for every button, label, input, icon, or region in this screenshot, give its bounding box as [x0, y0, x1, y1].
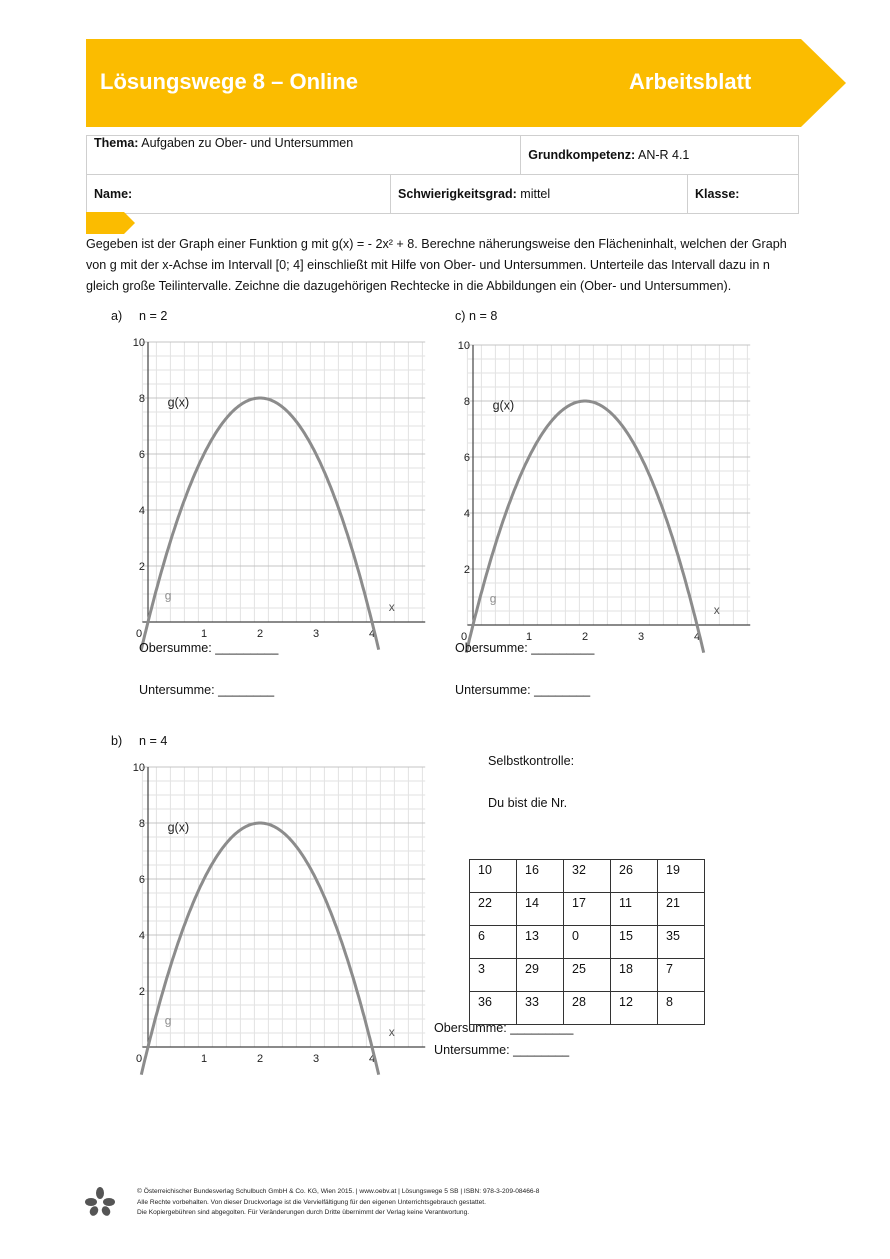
table-cell: 18: [611, 959, 658, 992]
x-tick-label: 4: [694, 631, 701, 643]
table-cell: 21: [658, 893, 705, 926]
task-text: [86, 234, 806, 297]
graph-b: [134, 753, 426, 1071]
table-cell: 36: [470, 992, 517, 1025]
kompetenz-cell: [521, 136, 799, 175]
table-cell: 3: [470, 959, 517, 992]
table-cell: 33: [517, 992, 564, 1025]
schwierigkeit-label: Schwierigkeitsgrad:: [398, 187, 517, 201]
schwierigkeit-cell: [391, 175, 688, 214]
table-cell: 6: [470, 926, 517, 959]
x-tick-label: 2: [257, 1053, 264, 1065]
table-cell: 19: [658, 860, 705, 893]
x-tick-label: 4: [369, 1053, 376, 1065]
x-tick-label: 3: [638, 631, 645, 643]
kompetenz-value: AN-R 4.1: [637, 148, 690, 162]
curve-label: g(x): [167, 395, 190, 410]
klasse-cell: [688, 175, 799, 214]
kompetenz-label: Grundkompetenz:: [528, 148, 636, 162]
table-cell: 28: [564, 992, 611, 1025]
part-b-letter: b): [111, 734, 123, 748]
y-tick-label: 8: [138, 393, 145, 405]
selbstkontrolle-table: [469, 859, 705, 1025]
table-cell: 12: [611, 992, 658, 1025]
table-cell: 29: [517, 959, 564, 992]
table-cell: 0: [564, 926, 611, 959]
curve-name-label: g: [164, 1013, 172, 1028]
header-banner: [86, 39, 846, 127]
table-row: [470, 959, 705, 992]
task-line-3: gleich große Teilintervalle. Zeichne die dazugehörigen Rechtecke in die Abbildungen ein (Ober- und Untersummen).: [86, 279, 732, 293]
curve-name-label: g: [489, 591, 497, 606]
part-c-label: c) n = 8: [455, 309, 498, 323]
table-cell: 17: [564, 893, 611, 926]
y-tick-label: 6: [463, 452, 470, 464]
untersumme-b[interactable]: Untersumme: ________: [434, 1043, 570, 1057]
footer: [137, 1187, 539, 1219]
x-axis-label: x: [388, 1024, 395, 1039]
banner-doc-type: Arbeitsblatt: [629, 69, 752, 94]
x-tick-label: 1: [201, 1053, 208, 1065]
publisher-logo-icon: [84, 1186, 116, 1218]
table-row: [470, 860, 705, 893]
section-arrow: [86, 212, 136, 234]
y-tick-label: 2: [138, 986, 145, 998]
x-axis-label: x: [713, 602, 720, 617]
x-tick-label: 0: [461, 631, 468, 643]
obersumme-a[interactable]: Obersumme: _________: [139, 641, 279, 655]
x-tick-label: 1: [201, 628, 208, 640]
table-cell: 16: [517, 860, 564, 893]
untersumme-a[interactable]: Untersumme: ________: [139, 683, 275, 697]
x-tick-label: 0: [136, 628, 143, 640]
selbstkontrolle-subtitle: Du bist die Nr.: [488, 796, 568, 810]
thema-value: Aufgaben zu Ober- und Untersummen: [141, 136, 354, 150]
y-tick-label: 4: [138, 505, 145, 517]
x-tick-label: 0: [136, 1053, 143, 1065]
table-row: [470, 893, 705, 926]
name-cell: [87, 175, 391, 214]
thema-label: Thema:: [94, 136, 139, 150]
table-cell: 22: [470, 893, 517, 926]
part-a-n: n = 2: [139, 309, 168, 323]
x-axis-label: x: [388, 599, 395, 614]
table-cell: 8: [658, 992, 705, 1025]
schwierigkeit-value: mittel: [520, 187, 551, 201]
x-tick-label: 1: [526, 631, 533, 643]
curve-label: g(x): [167, 820, 190, 835]
footer-line-1: © Österreichischer Bundesverlag Schulbuch GmbH & Co. KG, Wien 2015. | www.oebv.at | Lösungswege 5 SB | ISBN: 978-3-209-08466-8: [137, 1188, 540, 1195]
part-b-n: n = 4: [139, 734, 168, 748]
part-a-letter: a): [111, 309, 123, 323]
y-tick-label: 10: [132, 762, 145, 774]
y-tick-label: 6: [138, 874, 145, 886]
x-tick-label: 3: [313, 628, 320, 640]
graph-a: [134, 328, 426, 646]
x-tick-label: 4: [369, 628, 376, 640]
x-tick-label: 2: [582, 631, 589, 643]
klasse-label: Klasse:: [695, 187, 740, 201]
y-tick-label: 10: [132, 337, 145, 349]
y-tick-label: 2: [463, 564, 470, 576]
task-line-2: von g mit der x-Achse im Intervall [0; 4] einschließt mit Hilfe von Ober- und Untersummen. Unterteile das Intervall dazu in n: [86, 258, 770, 272]
table-cell: 15: [611, 926, 658, 959]
footer-line-2: Alle Rechte vorbehalten. Von dieser Druckvorlage ist die Vervielfältigung für den eigenen Unterrichtsgebrauch gestattet.: [137, 1198, 486, 1206]
y-tick-label: 10: [457, 340, 470, 352]
table-cell: 35: [658, 926, 705, 959]
task-line-1: Gegeben ist der Graph einer Funktion g mit g(x) = - 2x² + 8. Berechne näherungsweise den Flächeninhalt, welchen der Graph: [86, 237, 787, 251]
table-cell: 7: [658, 959, 705, 992]
y-tick-label: 8: [463, 396, 470, 408]
selbstkontrolle-title: Selbstkontrolle:: [488, 754, 575, 768]
name-label: Name:: [94, 187, 133, 201]
table-cell: 26: [611, 860, 658, 893]
footer-line-3: Die Kopiergebühren sind abgegolten. Für Veränderungen durch Dritte übernimmt der Verlag keine Verantwortung.: [137, 1209, 470, 1216]
x-tick-label: 3: [313, 1053, 320, 1065]
y-tick-label: 4: [463, 508, 470, 520]
curve-name-label: g: [164, 588, 172, 603]
obersumme-c[interactable]: Obersumme: _________: [455, 641, 595, 655]
banner-title: Lösungswege 8 – Online: [100, 69, 358, 94]
table-cell: 25: [564, 959, 611, 992]
obersumme-b[interactable]: Obersumme: _________: [434, 1021, 574, 1035]
table-cell: 13: [517, 926, 564, 959]
y-tick-label: 8: [138, 818, 145, 830]
y-tick-label: 4: [138, 930, 145, 942]
table-cell: 10: [470, 860, 517, 893]
table-row: [470, 926, 705, 959]
table-cell: 32: [564, 860, 611, 893]
untersumme-c[interactable]: Untersumme: ________: [455, 683, 591, 697]
meta-table: [86, 135, 799, 214]
table-row: [470, 992, 705, 1025]
table-cell: 11: [611, 893, 658, 926]
thema-cell: [87, 136, 521, 175]
y-tick-label: 6: [138, 449, 145, 461]
y-tick-label: 2: [138, 561, 145, 573]
x-tick-label: 2: [257, 628, 264, 640]
table-cell: 14: [517, 893, 564, 926]
graph-c: [459, 331, 751, 649]
curve-label: g(x): [492, 398, 515, 413]
